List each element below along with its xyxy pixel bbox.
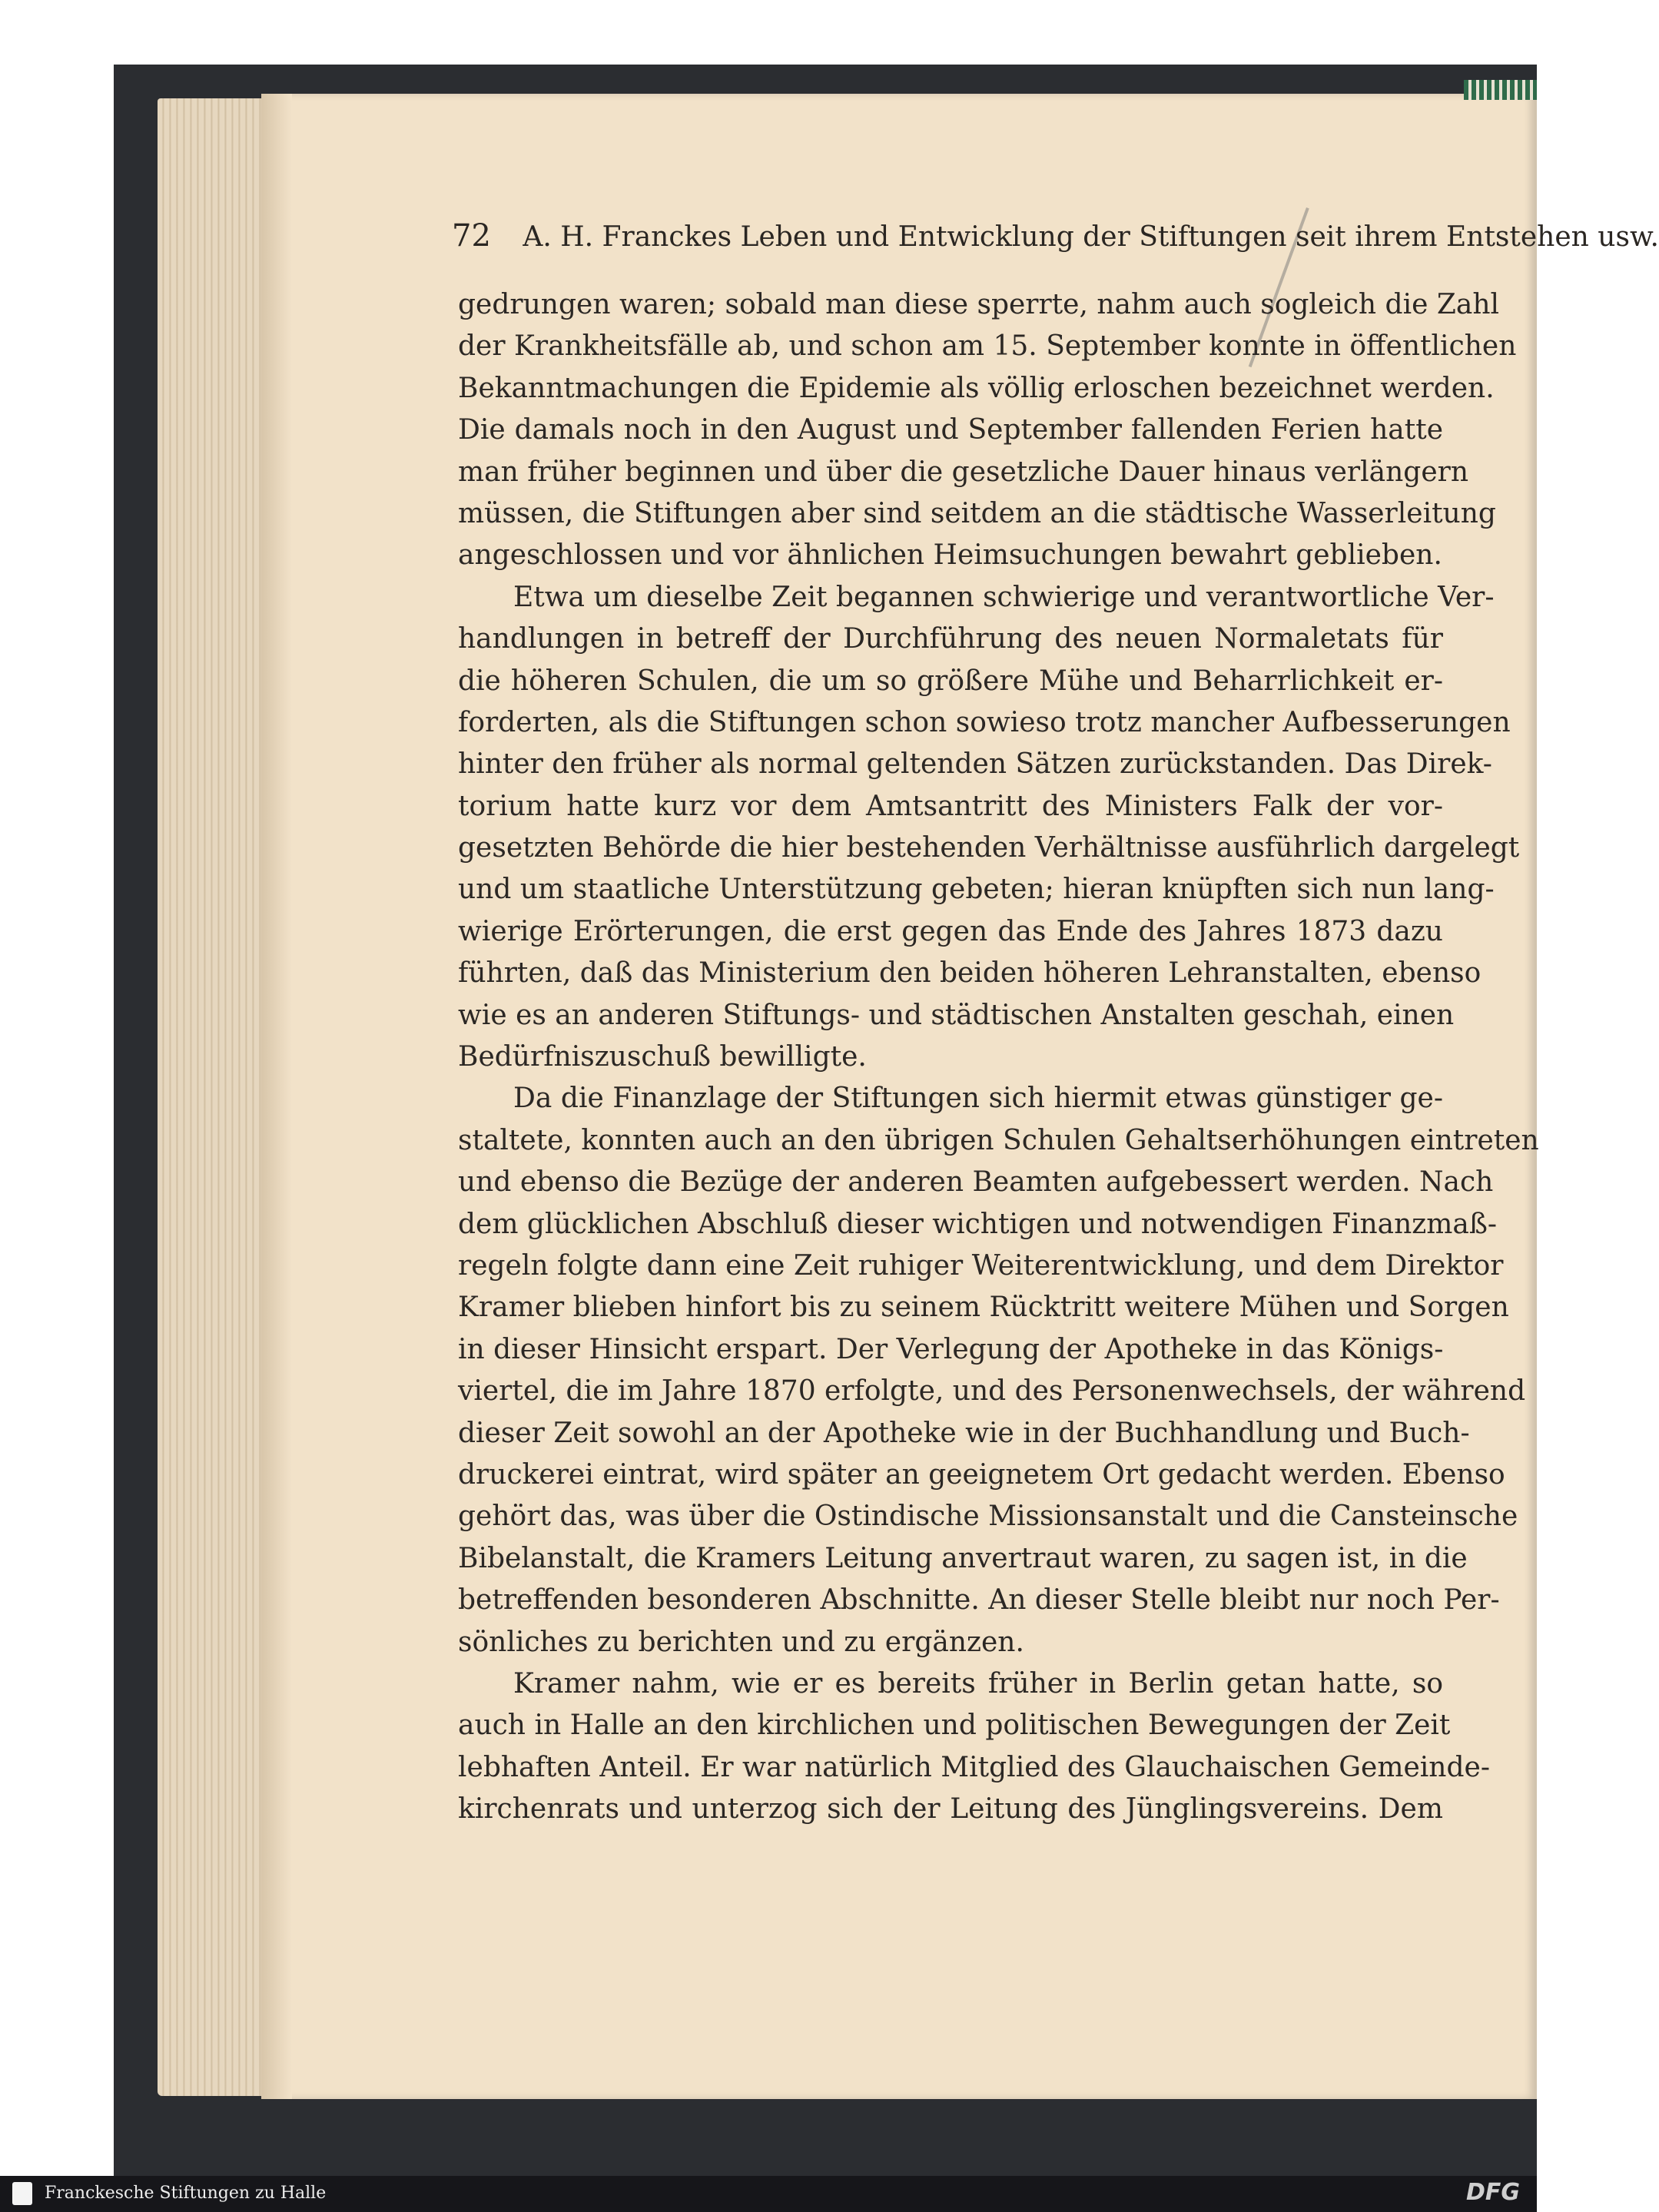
text-line: regeln folgte dann eine Zeit ruhiger Weiterentwicklung, und dem Direktor <box>458 1249 1504 1282</box>
text-line: viertel, die im Jahre 1870 erfolgte, und des Personenwechsels, der während <box>458 1375 1526 1408</box>
page-edges <box>158 98 273 2096</box>
text-line: in dieser Hinsicht erspart. Der Verlegung der Apotheke in das Königs- <box>458 1333 1444 1365</box>
text-line: kirchenrats und unterzog sich der Leitung des Jünglingsvereins. Dem <box>458 1793 1443 1826</box>
text-line: gesetzten Behörde die hier bestehenden Verhältnisse ausführlich dargelegt <box>458 832 1520 864</box>
text-line: forderten, als die Stiftungen schon sowieso trotz mancher Aufbesserungen <box>458 706 1511 738</box>
dfg-logo: DFG <box>1465 2179 1520 2206</box>
viewer-footer <box>0 2176 1537 2212</box>
bookmark-ribbon <box>1464 80 1537 100</box>
text-line: auch in Halle an den kirchlichen und politischen Bewegungen der Zeit <box>458 1710 1451 1742</box>
text-line: dieser Zeit sowohl an der Apotheke wie in der Buchhandlung und Buch- <box>458 1417 1470 1449</box>
text-line: führten, daß das Ministerium den beiden höheren Lehranstalten, ebenso <box>458 957 1481 990</box>
text-line: Kramer nahm, wie er es bereits früher in Berlin getan hatte, so <box>513 1667 1443 1700</box>
text-line: die höheren Schulen, die um so größere Mühe und Beharrlichkeit er- <box>458 665 1443 697</box>
text-line: wierige Erörterungen, die erst gegen das Ende des Jahres 1873 dazu <box>458 915 1443 947</box>
text-line: der Krankheitsfälle ab, und schon am 15. September konnte in öffentlichen <box>458 330 1517 363</box>
text-line: gehört das, was über die Ostindische Missionsanstalt und die Cansteinsche <box>458 1501 1518 1533</box>
text-line: Da die Finanzlage der Stiftungen sich hiermit etwas günstiger ge- <box>513 1083 1443 1115</box>
text-line: Die damals noch in den August und September fallenden Ferien hatte <box>458 414 1443 446</box>
text-line: angeschlossen und vor ähnlichen Heimsuchungen bewahrt geblieben. <box>458 539 1442 572</box>
institution-label: Franckesche Stiftungen zu Halle <box>45 2184 327 2203</box>
page-gutter <box>261 94 292 2099</box>
text-line: torium hatte kurz vor dem Amtsantritt des Ministers Falk der vor- <box>458 790 1443 822</box>
text-line: hinter den früher als normal geltenden Sätzen zurückstanden. Das Direk- <box>458 748 1492 781</box>
text-line: Bibelanstalt, die Kramers Leitung anvertraut waren, zu sagen ist, in die <box>458 1542 1468 1574</box>
text-line: lebhaften Anteil. Er war natürlich Mitglied des Glauchaischen Gemeinde- <box>458 1751 1490 1783</box>
text-line: und ebenso die Bezüge der anderen Beamten aufgebessert werden. Nach <box>458 1166 1494 1199</box>
text-line: Bekanntmachungen die Epidemie als völlig erloschen bezeichnet werden. <box>458 372 1495 404</box>
text-line: Kramer blieben hinfort bis zu seinem Rücktritt weitere Mühen und Sorgen <box>458 1292 1509 1324</box>
text-line: sönliches zu berichten und zu ergänzen. <box>458 1626 1024 1658</box>
text-line: man früher beginnen und über die gesetzliche Dauer hinaus verlängern <box>458 456 1469 488</box>
text-line: dem glücklichen Abschluß dieser wichtigen und notwendigen Finanzmaß- <box>458 1208 1498 1240</box>
institution-logo-icon <box>12 2182 32 2205</box>
text-line: Bedürfniszuschuß bewilligte. <box>458 1041 867 1073</box>
text-line: druckerei eintrat, wird später an geeignetem Ort gedacht werden. Ebenso <box>458 1458 1505 1491</box>
text-line: staltete, konnten auch an den übrigen Schulen Gehaltserhöhungen eintreten <box>458 1124 1539 1156</box>
page-number: 72 <box>452 218 491 254</box>
text-line: betreffenden besonderen Abschnitte. An dieser Stelle bleibt nur noch Per- <box>458 1584 1500 1617</box>
running-title: A. H. Franckes Leben und Entwicklung der Stiftungen seit ihrem Entstehen usw. <box>523 221 1659 253</box>
text-line: wie es an anderen Stiftungs- und städtischen Anstalten geschah, einen <box>458 999 1455 1031</box>
text-line: gedrungen waren; sobald man diese sperrte, nahm auch sogleich die Zahl <box>458 289 1500 320</box>
text-line: Etwa um dieselbe Zeit begannen schwierige und verantwortliche Ver- <box>513 581 1495 613</box>
body-text <box>458 284 1539 1830</box>
text-line: müssen, die Stiftungen aber sind seitdem an die städtische Wasserleitung <box>458 497 1496 529</box>
text-line: und um staatliche Unterstützung gebeten; hieran knüpften sich nun lang- <box>458 874 1495 906</box>
text-line: handlungen in betreff der Durchführung des neuen Normaletats für <box>458 623 1443 655</box>
running-head <box>452 218 1659 257</box>
